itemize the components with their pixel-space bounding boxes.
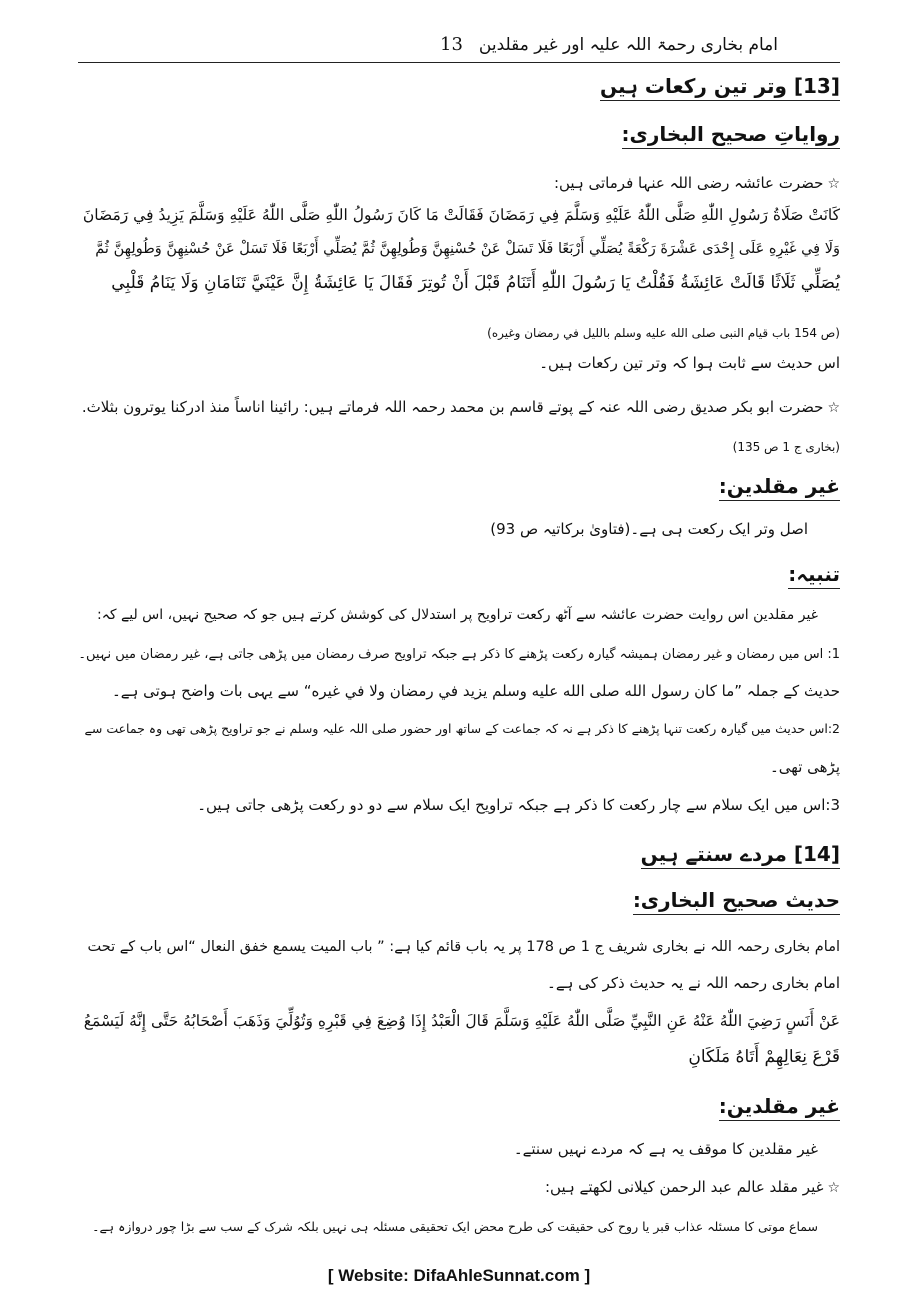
paragraph-qasim: ☆حضرت ابو بکر صدیق رضی اللہ عنہ کے پوتے قاسم بن محمد رحمہ اللہ فرماتے ہیں: رائينا اناساً منذ ادركنا يوترون بثلاث. — [81, 398, 840, 416]
page-number: 13 — [440, 34, 463, 55]
bukhari-heading-1: روایاتِ صحیح البخاری: — [622, 122, 840, 149]
tanbeeh-point-2b: پڑھی تھی۔ — [769, 758, 840, 776]
star-icon: ☆ — [827, 400, 840, 416]
website-footer: [ Website: DifaAhleSunnat.com ] — [327, 1266, 591, 1285]
header-rule — [78, 62, 840, 63]
kilani-quote: سماع موتی کا مسئلہ عذاب قبر یا روح کی حقیقت کی طرح محض ایک تحقیقی مسئلہ ہی نہیں بلکہ شرک کے سب سے بڑا چور دروازہ ہے۔ — [92, 1219, 818, 1234]
paragraph-bab-line-2: امام بخاری رحمہ اللہ نے یہ حدیث ذکر کی ہے۔ — [547, 974, 840, 992]
ghair-muqallideen-heading-2: غیر مقلدین: — [719, 1094, 840, 1121]
arabic-hadith-1-line-2: وَلَا فِي غَيْرِهِ عَلَى إِحْدَى عَشْرَةَ رَكْعَةً يُصَلِّي أَرْبَعًا فَلَا تَسَلْ عَنْ حُسْنِهِنَّ وَطُولِهِنَّ ثُمَّ يُصَلِّي أَرْبَعًا فَلَا تَسَلْ عَنْ حُسْنِهِنَّ وَطُولِهِنَّ ثُمَّ — [95, 241, 840, 257]
arabic-hadith-2-line-1: عَنْ أَنَسٍ رَضِيَ اللّٰهُ عَنْهُ عَنِ النَّبِيِّ صَلَّى اللّٰهُ عَلَيْهِ وَسَلَّمَ قَالَ الْعَبْدُ إِذَا وُضِعَ فِي قَبْرِهِ وَتُوُلِّيَ وَذَهَبَ أَصْحَابُهُ حَتَّى إِنَّهُ لَيَسْمَعُ — [83, 1012, 840, 1030]
tanbeeh-point-1: 1: اس میں رمضان و غیر رمضان ہمیشہ گیارہ رکعت پڑھنے کا ذکر ہے جبکہ تراویح صرف رمضان میں پڑھی جاتی ہے، غیر رمضان میں نہیں۔ — [78, 647, 840, 662]
section-14-heading: [14] مردے سنتے ہیں — [641, 842, 840, 869]
running-header-title: امام بخاری رحمۃ اللہ علیہ اور غیر مقلدین — [478, 35, 778, 55]
tanbeeh-point-1b: حدیث کے جملہ ”ما كان رسول الله صلى الله عليه وسلم يزيد في رمضان ولا في غيره“ سے یہی بات واضح ہوتی ہے۔ — [112, 682, 840, 700]
tanbeeh-point-2a: 2:اس حدیث میں گیارہ رکعت تنہا پڑھنے کا ذکر ہے نہ کہ جماعت کے ساتھ اور حضور صلی اللہ علیہ وسلم نے جو تراویح پڑھی تھی وہ جماعت سے — [84, 721, 840, 736]
kilani-quote-intro: ☆غیر مقلد عالم عبد الرحمن کیلانی لکھتے ہیں: — [544, 1178, 840, 1196]
reference-1: (ص 154 باب قیام النبی صلى الله عليه وسلم بالليل في رمضان وغيره) — [487, 326, 840, 340]
ghair-muqallideen-text-2: غیر مقلدین کا موقف یہ ہے کہ مردے نہیں سنتے۔ — [513, 1140, 818, 1158]
section-13-heading: [13] وتر تین رکعات ہیں — [600, 74, 840, 101]
star-icon: ☆ — [827, 176, 840, 192]
arabic-hadith-1-line-3: يُصَلِّي ثَلَاثًا قَالَتْ عَائِشَةُ فَقُلْتُ يَا رَسُولَ اللّٰهِ أَتَنَامُ قَبْلَ أَنْ تُوتِرَ فَقَالَ يَا عَائِشَةُ إِنَّ عَيْنَيَّ تَنَامَانِ وَلَا يَنَامُ قَلْبِي — [111, 273, 840, 293]
ghair-muqallideen-heading-1: غیر مقلدین: — [719, 474, 840, 501]
star-icon: ☆ — [827, 1180, 840, 1196]
tanbeeh-point-3: 3:اس میں ایک سلام سے چار رکعت کا ذکر ہے جبکہ تراویح ایک سلام سے دو دو رکعت پڑھی جاتی ہیں۔ — [197, 796, 840, 814]
tanbeeh-intro: غیر مقلدین اس روایت حضرت عائشہ سے آٹھ رکعت تراویح پر استدلال کی کوشش کرتے ہیں جو کہ صحیح نہیں، اس لیے کہ: — [97, 607, 818, 623]
bukhari-heading-2: حدیث صحیح البخاری: — [633, 888, 840, 915]
paragraph-aisha-intro: ☆حضرت عائشہ رضی اللہ عنہا فرماتی ہیں: — [553, 174, 840, 192]
arabic-hadith-1-line-1: كَانَتْ صَلَاةُ رَسُولِ اللّٰهِ صَلَّى اللّٰهُ عَلَيْهِ وَسَلَّمَ فِي رَمَضَانَ فَقَالَتْ مَا كَانَ رَسُولُ اللّٰهِ صَلَّى اللّٰهُ عَلَيْهِ وَسَلَّمَ يَزِيدُ فِي رَمَضَانَ — [82, 206, 840, 224]
reference-2: (بخاری ج 1 ص 135) — [732, 440, 840, 454]
paragraph-conclusion: اس حدیث سے ثابت ہوا کہ وتر تین رکعات ہیں۔ — [539, 354, 840, 372]
paragraph-bab-line-1: امام بخاری رحمہ اللہ نے بخاری شریف ج 1 ص 178 پر یہ باب قائم کیا ہے: ” باب الميت يسمع خفق النعال “اس باب کے تحت — [87, 939, 840, 955]
arabic-hadith-2-line-2: قَرْعَ نِعَالِهِمْ أَتَاهُ مَلَكَانِ — [688, 1047, 840, 1067]
tanbeeh-heading: تنبیہ: — [788, 562, 840, 589]
ghair-muqallideen-text-1: اصل وتر ایک رکعت ہی ہے۔(فتاویٰ برکاتیہ ص 93) — [490, 520, 808, 538]
